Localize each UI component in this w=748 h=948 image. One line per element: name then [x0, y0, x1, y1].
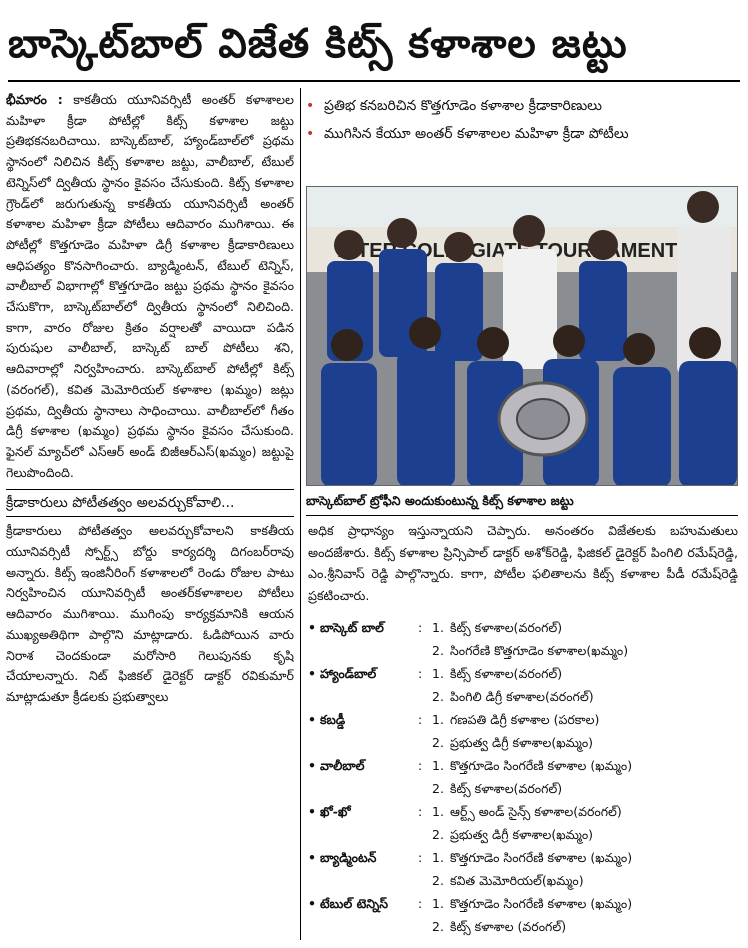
bullet-icon: •: [308, 804, 316, 819]
spacer: [308, 639, 320, 662]
result-first: కొత్తగూడెం సింగరేణి కళాశాల (ఖమ్మం): [450, 758, 633, 773]
result-row-second: [308, 685, 740, 708]
banner-text: INTER: [337, 240, 397, 262]
spacer: [320, 731, 418, 754]
result-first: కిట్స్ కళాశాల(వరంగల్): [450, 620, 563, 635]
spacer: [308, 777, 320, 800]
spacer: [418, 915, 432, 938]
spacer: [418, 869, 432, 892]
result-second-num: 2.: [432, 827, 444, 842]
result-colon: :: [418, 804, 423, 819]
spacer: [418, 823, 432, 846]
result-row-second: [308, 869, 740, 892]
bullet-icon: •: [306, 98, 315, 114]
result-first-num: 1.: [432, 758, 444, 773]
result-first-num: 1.: [432, 850, 444, 865]
spacer: [320, 869, 418, 892]
result-colon: :: [418, 896, 423, 911]
result-second-num: 2.: [432, 735, 444, 750]
bullet-icon: •: [308, 712, 316, 727]
spacer: [308, 915, 320, 938]
result-colon: :: [418, 712, 423, 727]
spacer: [308, 823, 320, 846]
bullet-icon: •: [308, 666, 316, 681]
bullet-icon: •: [308, 896, 316, 911]
spacer: [418, 777, 432, 800]
result-row: [308, 708, 740, 731]
spacer: [320, 777, 418, 800]
team-photo-illustration: [307, 187, 738, 486]
result-sport: ఖో-ఖో: [320, 804, 351, 819]
result-sport: హ్యాండ్‌బాల్: [320, 666, 377, 681]
result-first-num: 1.: [432, 896, 444, 911]
result-sport: బాస్కెట్ బాల్: [320, 620, 384, 635]
spacer: [418, 731, 432, 754]
result-colon: :: [418, 666, 423, 681]
result-colon: :: [418, 758, 423, 773]
result-first-num: 1.: [432, 804, 444, 819]
left-para-1: [6, 90, 294, 483]
result-first: గణపతి డిగ్రీ కళాశాల (పరకాల): [450, 712, 600, 727]
deck-text-1: ప్రతిభ కనబరిచిన కొత్తగూడెం కళాశాల క్రీడాకారిణులు: [324, 98, 602, 114]
result-first: కొత్తగూడెం సింగరేణి కళాశాల (ఖమ్మం): [450, 896, 633, 911]
bullet-icon: •: [308, 850, 316, 865]
result-colon: :: [418, 850, 423, 865]
left-para-1-text: కాకతీయ యూనివర్సిటీ అంతర్ కళాశాలల మహిళా క్రీడా పోటీల్లో కిట్స్ కళాశాల జట్టు ప్రతిభకనబరిచాయి. బాస్కెట్‌బాల్, హ్యాండ్‌బాల్‌లో ప్రథమ స్థానంలో నిలిచిన కిట్స్ కళాశాల జట్టు, వాలీబాల్, టేబుల్ టెన్నిస్‌లో ద్వితీయ స్థానం కైవసం చేసుకుంది. కిట్స్ కళాశాల గ్రౌండ్‌లో జరుగుతున్న కాకతీయ యూనివర్సిటీ అంతర్ కళాశాల మహిళా క్రీడా పోటీలు ఆదివారం ముగిశాయి. ఈ పోటీల్లో కొత్తగూడెం మహిళా డిగ్రీ కళాశాల క్రీడాకారిణులు ఆధిపత్యం కొనసాగించారు. బ్యాడ్మింటన్, టేబుల్ టెన్నిస్, వాలీబాల్ విభాగాల్లో కొత్తగూడెం జట్టు ప్రథమ స్థానం కైవసం చేసుకొగా, బాస్కెట్‌బాల్‌లో ద్వితీయ స్థానంలో నిలిచింది. కాగా, వారం రోజుల క్రితం వర్షాలతో వాయిదా పడిన పురుషుల వాలీబాల్, బాస్కెట్ బాల్ పోటీలు శని, ఆదివారాల్లో నిర్వహించారు. బాస్కెట్‌బాల్ పోటీల్లో కిట్స్ (వరంగల్), కవిత మెమోరియల్ కళాశాల (ఖమ్మం) జట్లు ప్రథమ, ద్వితీయ స్థానాలు సాధించాయి. వాలీబాల్‌లో గీతం డిగ్రీ కళాశాల (ఖమ్మం) ప్రథమ స్థానం కైవసం చేసుకుంది. ఫైనల్ మ్యాచ్‌లో ఎస్‌ఆర్ అండ్ బిజీఆర్ఎస్(ఖమ్మం) జట్టుపై గెలుపొందింది.: [6, 92, 294, 480]
result-row: [308, 846, 740, 869]
headline: బాస్కెట్‌బాల్ విజేత కిట్స్ కళాశాల జట్టు: [8, 21, 628, 67]
result-second-num: 2.: [432, 873, 444, 888]
result-row: [308, 892, 740, 915]
deck-item-2: [306, 120, 736, 148]
spacer: [320, 823, 418, 846]
result-row: [308, 616, 740, 639]
right-column-text: అధిక ప్రాధాన్యం ఇస్తున్నాయని చెప్పారు. అనంతరం విజేతలకు బహుమతులు అందజేశారు. కిట్స్ కళాశాల ప్రిన్సిపాల్ డాక్టర్ అశోక్‌రెడ్డి, ఫిజికల్ డైరెక్టర్ పింగిలి రమేష్‌రెడ్డి, ఎం.శ్రీనివాస్ రెడ్డి పాల్గొన్నారు. కాగా, పోటీల ఫలితాలను కిట్స్ కళాశాల పీడీ రమేష్‌రెడ్డి ప్రకటించారు.: [308, 523, 738, 603]
result-sport: వాలీబాల్: [320, 758, 365, 773]
bullet-icon: •: [308, 620, 316, 635]
dateline: భీమారం :: [6, 92, 63, 107]
spacer: [308, 731, 320, 754]
spacer: [320, 685, 418, 708]
result-row: [308, 800, 740, 823]
results-list: [308, 616, 740, 942]
deck: [306, 92, 736, 182]
spacer: [320, 915, 418, 938]
result-second-num: 2.: [432, 781, 444, 796]
result-sport: బ్యాడ్మింటన్: [320, 850, 377, 865]
spacer: [308, 869, 320, 892]
result-second: సింగరేణి కొత్తగూడెం కళాశాల(ఖమ్మం): [450, 643, 629, 658]
bullet-icon: •: [308, 758, 316, 773]
column-divider: [300, 88, 301, 940]
result-second: పింగిలి డిగ్రీ కళాశాల(వరంగల్): [450, 689, 594, 704]
result-second-num: 2.: [432, 689, 444, 704]
result-second: ప్రభుత్వ డిగ్రీ కళాశాల(ఖమ్మం): [450, 735, 594, 750]
result-row: [308, 754, 740, 777]
result-colon: :: [418, 620, 423, 635]
result-second-num: 2.: [432, 919, 444, 934]
spacer: [418, 639, 432, 662]
result-first: ఆర్ట్స్ అండ్ సైన్స్ కళాశాల(వరంగల్): [450, 804, 622, 819]
result-row-second: [308, 731, 740, 754]
result-row-second: [308, 777, 740, 800]
result-row-second: [308, 639, 740, 662]
result-first: కొత్తగూడెం సింగరేణి కళాశాల (ఖమ్మం): [450, 850, 633, 865]
result-first: కిట్స్ కళాశాల(వరంగల్): [450, 666, 563, 681]
result-second-num: 2.: [432, 643, 444, 658]
deck-text-2: ముగిసిన కేయూ అంతర్ కళాశాలల మహిళా క్రీడా పోటీలు: [324, 126, 629, 142]
spacer: [320, 639, 418, 662]
team-photo: [306, 186, 738, 486]
trophy-shield-icon: [499, 383, 587, 455]
result-row-second: [308, 823, 740, 846]
result-sport: టేబుల్ టెన్నిస్: [320, 896, 389, 911]
result-second: కిట్స్ కళాశాల (వరంగల్): [450, 919, 567, 934]
deck-item-1: [306, 92, 736, 120]
result-first-num: 1.: [432, 666, 444, 681]
bullet-icon: •: [306, 126, 315, 142]
top-rule: [8, 80, 740, 82]
caption-rule: [306, 515, 738, 516]
result-second: కిట్స్ కళాశాల(వరంగల్): [450, 781, 563, 796]
result-second: కవిత మెమోరియల్(ఖమ్మం): [450, 873, 584, 888]
result-sport: కబడ్డీ: [320, 712, 346, 727]
left-para-2: క్రీడాకారులు పోటీతత్వం అలవర్చుకోవాలని కాకతీయ యూనివర్సిటీ స్పోర్ట్స్ బోర్డు కార్యదర్శి దిగంబర్‌రావు అన్నారు. కిట్స్ ఇంజినీరింగ్ కళాశాలలో రెండు రోజుల పాటు నిర్వహించిన యూనివర్సిటీ అంతర్‌కళాశాలల పోటీలు ఆదివారం ముగిశాయి. ముగింపు కార్యక్రమానికి ఆయన ముఖ్యఅతిథిగా పాల్గొని మాట్లాడారు. ఓడిపోయిన వారు నిరాశ చెందకుండా మరోసారి గెలుపునకు కృషి చేయాలన్నారు. నిట్ ఫిజికల్ డైరెక్టర్ డాక్టర్ రవికుమార్ మాట్లాడుతూ క్రీడలకు ప్రభుత్వాలు: [6, 523, 294, 704]
result-second: ప్రభుత్వ డిగ్రీ కళాశాల(ఖమ్మం): [450, 827, 594, 842]
result-row: [308, 662, 740, 685]
spacer: [308, 685, 320, 708]
result-row-second: [308, 915, 740, 938]
subheading: క్రీడాకారులు పోటీతత్వం అలవర్చుకోవాలి...: [6, 489, 294, 517]
spacer: [418, 685, 432, 708]
photo-caption: బాస్కెట్‌బాల్ ట్రోఫీని అందుకుంటున్న కిట్స్ కళాశాల జట్టు: [306, 493, 574, 508]
result-first-num: 1.: [432, 712, 444, 727]
left-column: [6, 90, 294, 940]
result-first-num: 1.: [432, 620, 444, 635]
